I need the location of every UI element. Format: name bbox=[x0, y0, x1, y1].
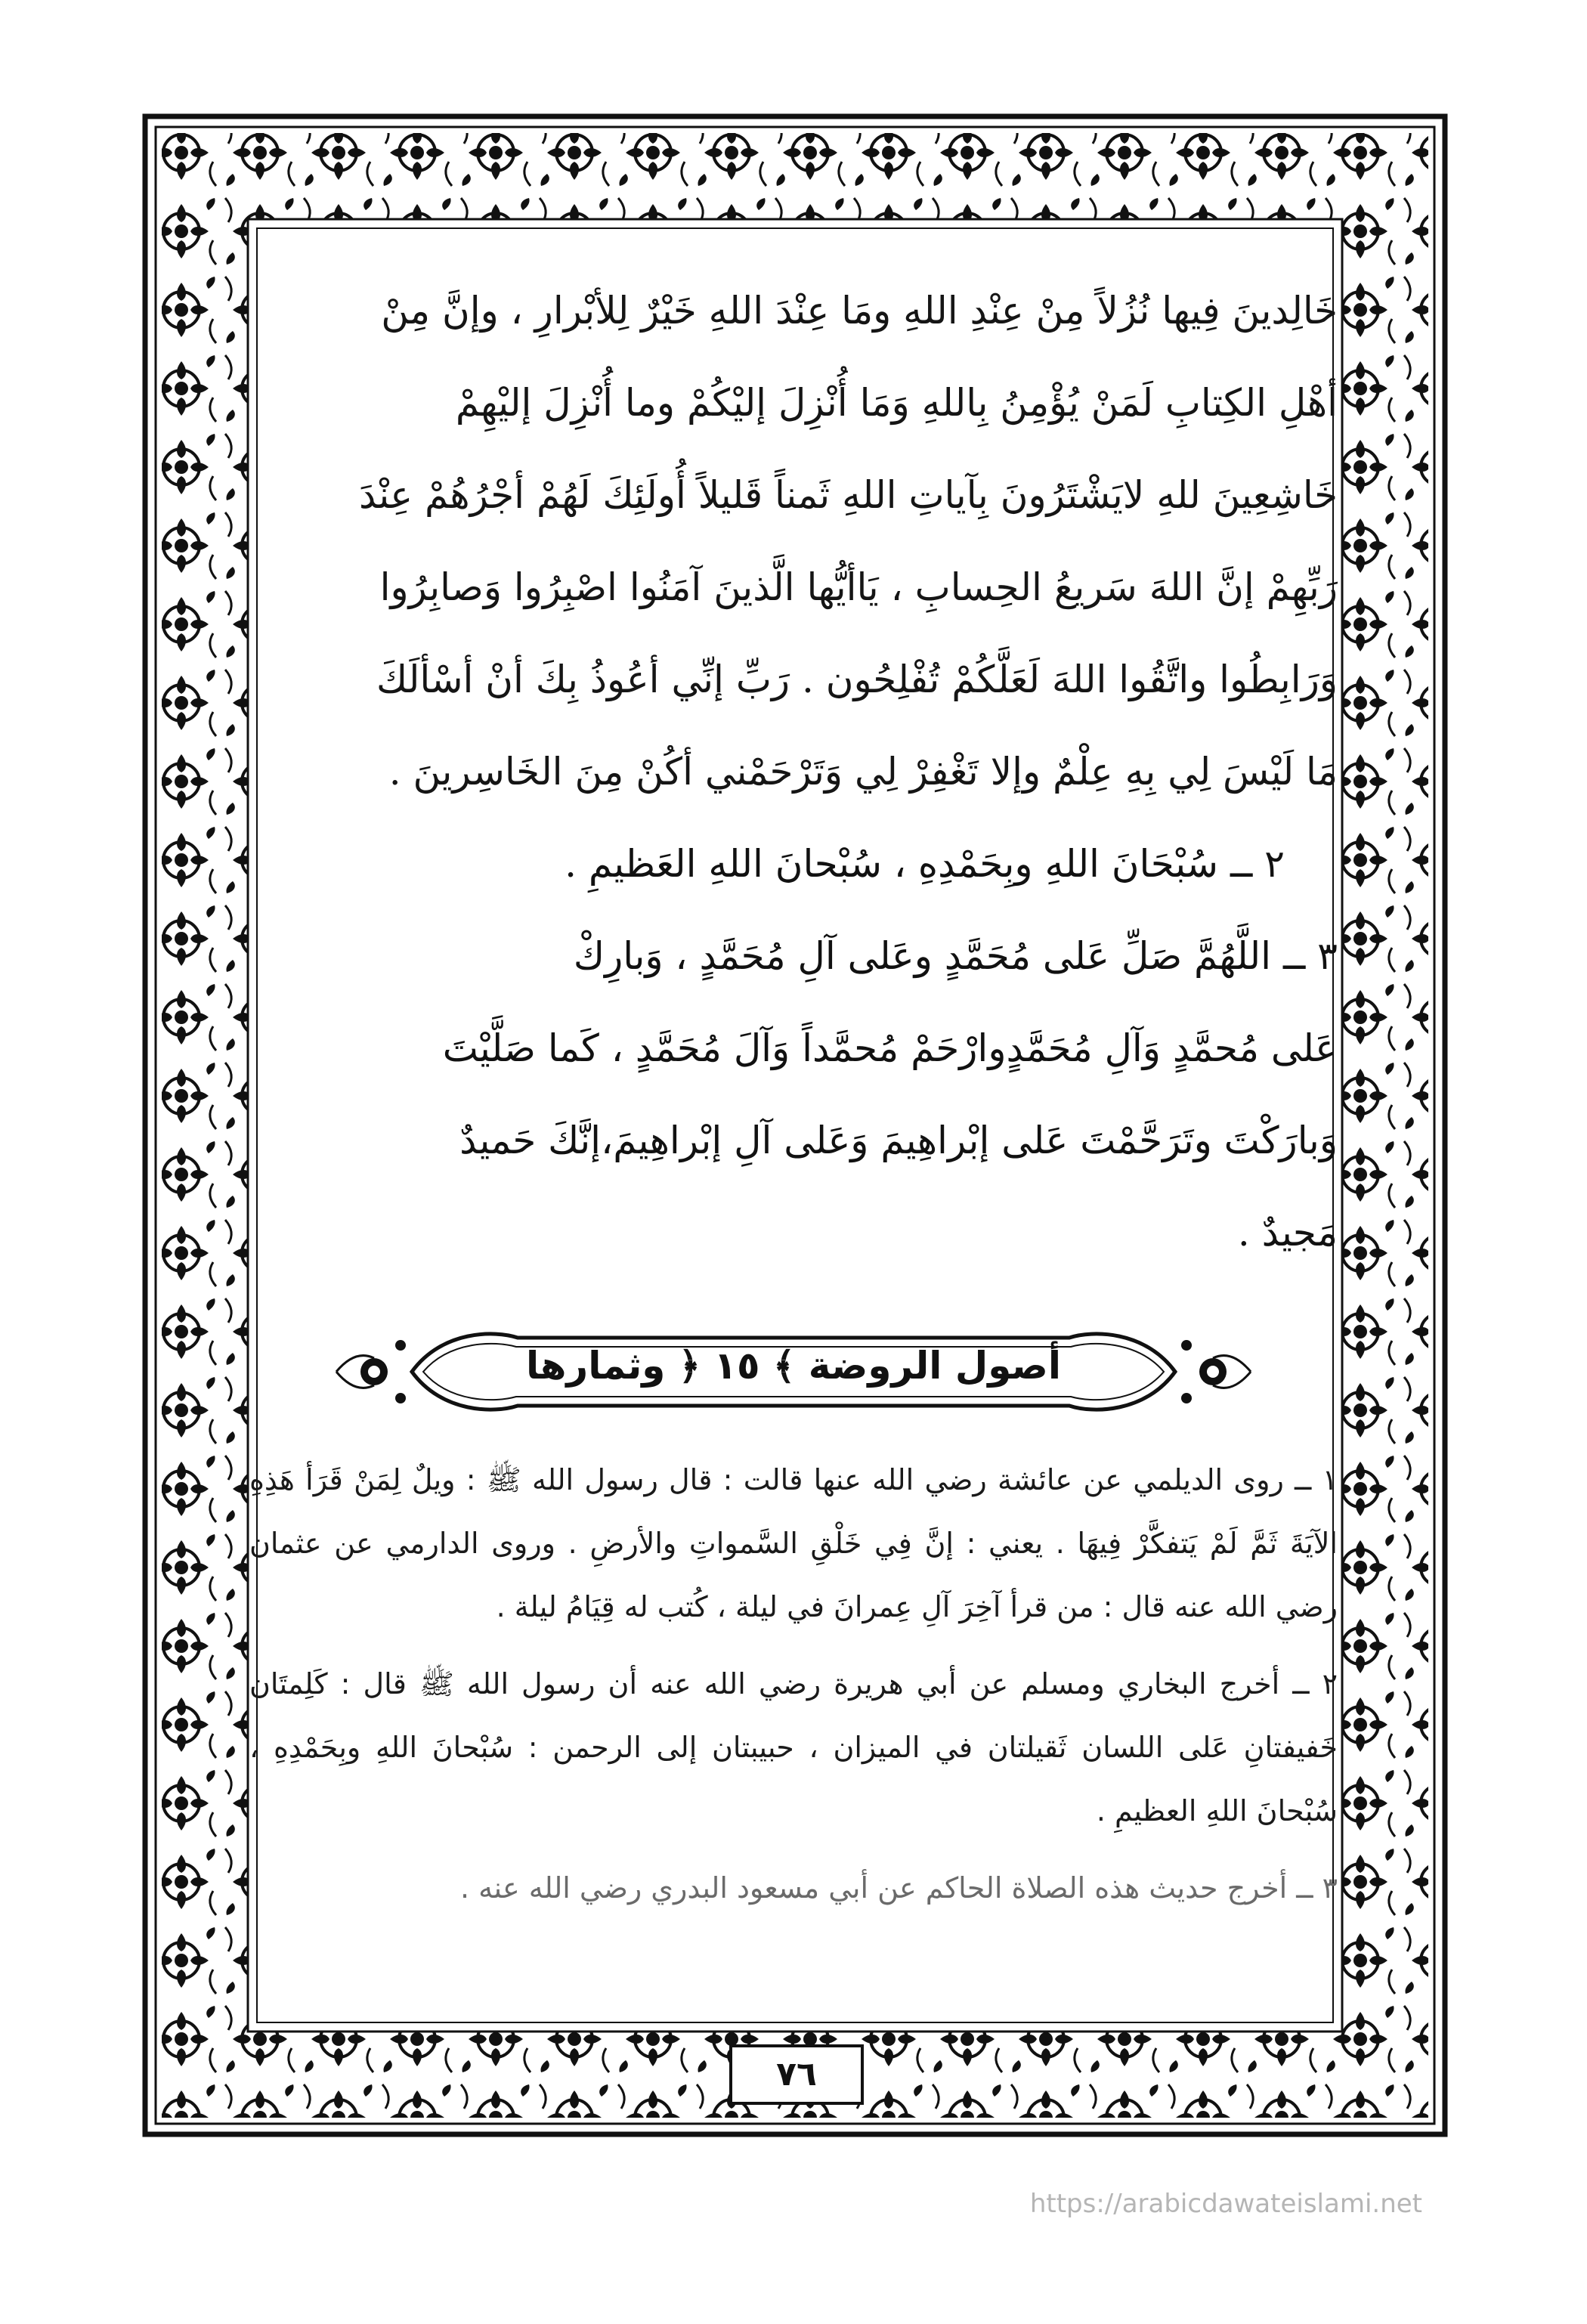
dua-line: عَلى مُحمَّدٍ وَآلِ مُحَمَّدٍوارْحَمْ مُحمَّداً وَآلَ مُحَمَّدٍ ، كَما صَلَّيْتَ bbox=[442, 1026, 1338, 1070]
bracket-close: ﴿ bbox=[678, 1344, 701, 1388]
verse-line: أهْلِ الكِتابِ لَمَنْ يُؤْمِنُ بِاللهِ وَمَا أُنْزِلَ إليْكُمْ وما أُنْزِلَ إليْهِمْ bbox=[455, 381, 1338, 425]
source-watermark: https://arabicdawateislami.net bbox=[1029, 2189, 1422, 2219]
section-number: ١٥ bbox=[713, 1344, 760, 1388]
hadith-1: ١ ــ روى الديلمي عن عائشة رضي الله عنها قالت : قال رسول الله ﷺ : ويلٌ لِمَنْ قَرَأ هَذِهِ الآيَةَ ثَمَّ لَمْ يَتفكَّرْ فِيهَا . يعني : إنَّ فِي خَلْقِ السَّمواتِ والأرضِ . وروى الدارمي عن عثمان رضي الله عنه قال : من قرأ آخِرَ آلِ عِمرانَ في ليلة ، كُتب له قِيَامُ ليلة . bbox=[249, 1463, 1338, 1623]
verse-line: رَبِّهِمْ إنَّ اللهَ سَريعُ الحِسابِ ، يَاأيُّها الَّذينَ آمَنُوا اصْبِرُوا وَصابِرُوا bbox=[379, 565, 1338, 609]
dua-line: ٣ ــ اللَّهُمَّ صَلِّ عَلى مُحَمَّدٍ وعَلى آلِ مُحَمَّدٍ ، وَبارِكْ bbox=[573, 934, 1338, 978]
dua-2: ٢ ــ سُبْحَانَ اللهِ وبِحَمْدِهِ ، سُبْحانَ اللهِ العَظيمِ . bbox=[565, 842, 1285, 886]
page-number: ٧٦ bbox=[729, 2044, 864, 2105]
verse-line: وَرَابِطُوا واتَّقُوا اللهَ لَعَلَّكُمْ تُفْلِحُون . رَبِّ إنِّي أعُوذُ بِكَ أنْ أسْألَكَ bbox=[376, 658, 1338, 701]
verse-line: خَاشِعِينَ للهِ لايَشْتَرُونَ بِآياتِ اللهِ ثَمناً قَليلاً أُولَئِكَ لَهُمْ أجْرُهُمْ عِنْدَ bbox=[358, 473, 1338, 517]
verse-line: خَالِدينَ فِيها نُزُلاً مِنْ عِنْدِ اللهِ ومَا عِنْدَ اللهِ خَيْرٌ لِلأبْرارِ ، وإنَّ مِنْ bbox=[381, 289, 1338, 333]
title-suffix: وثمارها bbox=[525, 1344, 666, 1388]
dua-line: مَجيدٌ . bbox=[1237, 1211, 1338, 1255]
quran-verses-block bbox=[249, 265, 1338, 818]
section-heading bbox=[321, 1315, 1266, 1428]
page-content bbox=[249, 265, 1338, 2025]
bracket-open: ﴾ bbox=[772, 1344, 796, 1388]
section-title bbox=[321, 1344, 1266, 1388]
hadith-3: ٣ ــ أخرج حديث هذه الصلاة الحاكم عن أبي مسعود البدري رضي الله عنه . bbox=[459, 1871, 1338, 1905]
title-prefix: أصول الروضة bbox=[808, 1344, 1062, 1388]
hadith-2: ٢ ــ أخرج البخاري ومسلم عن أبي هريرة رضي الله عنه أن رسول الله ﷺ قال : كَلِمتَان خَفيفتانِ عَلى اللسان ثَقيلتان في الميزان ، حبيبتان إلى الرحمن : سُبْحانَ اللهِ وبِحَمْدِهِ ، سُبْحانَ اللهِ العظيمِ . bbox=[249, 1667, 1338, 1827]
dua-line: وَبارَكْتَ وتَرَحَّمْتَ عَلى إبْراهِيمَ وَعَلى آلِ إبْراهِيمَ،إنَّكَ حَميدٌ bbox=[459, 1119, 1338, 1162]
dua-3 bbox=[249, 910, 1338, 1279]
verse-line: مَا لَيْسَ لِي بِهِ عِلْمٌ وإلا تَغْفِرْ لِي وَتَرْحَمْني أكُنْ مِنَ الخَاسِرينَ . bbox=[388, 750, 1338, 794]
